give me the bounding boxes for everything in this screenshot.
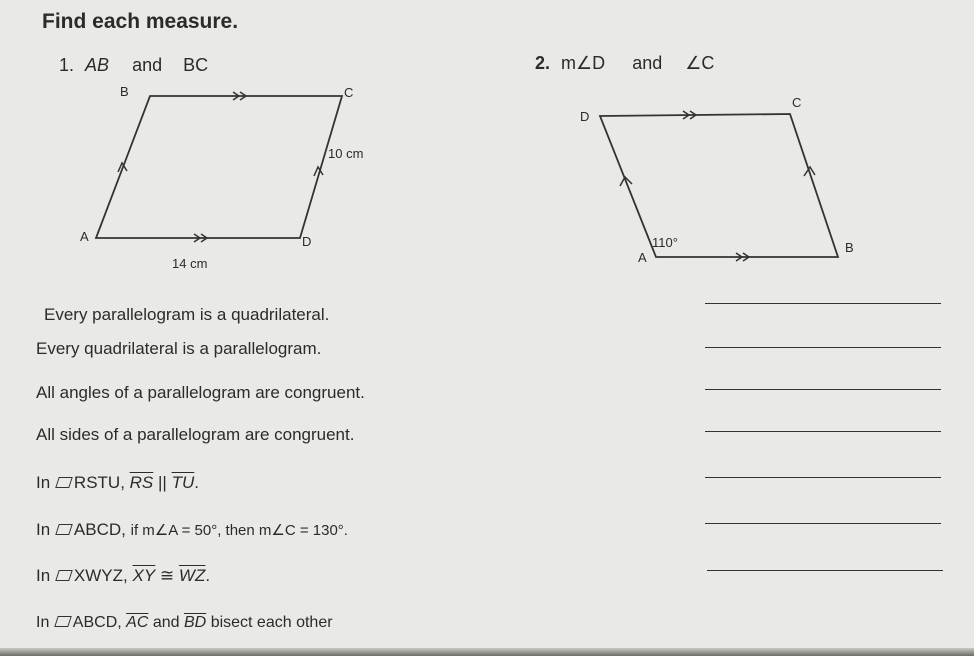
statement-7-seg2: $\overline{WZ}$ <box>178 566 206 585</box>
fig1-side-bottom: 14 cm <box>172 256 208 271</box>
problem-1-left: AB <box>85 55 110 75</box>
parallelogram-icon <box>55 524 73 535</box>
parallelogram-1 <box>96 96 342 238</box>
statement-8-seg1: $\overline{AC}$ <box>126 614 149 631</box>
statement-1: Every parallelogram is a quadrilateral. <box>44 305 330 324</box>
figures <box>0 0 974 300</box>
statement-8-rel: and <box>152 614 180 631</box>
statement-6-middle: if m∠A = 50°, then m∠C = 130°. <box>130 522 348 539</box>
problem-2-number: 2. <box>535 53 551 73</box>
page-edge-shadow <box>0 648 974 656</box>
statement-7-name: XWYZ, <box>73 566 128 585</box>
statement-2: Every quadrilateral is a parallelogram. <box>36 339 322 358</box>
problem-2-connector: and <box>632 53 663 73</box>
fig1-side-right: 10 cm <box>328 146 364 161</box>
statement-5-seg2: $\overline{TU}$ <box>171 473 195 492</box>
statement-6-name: ABCD, <box>73 520 126 539</box>
statement-7 <box>36 566 210 586</box>
statement-8-name: ABCD, <box>72 614 122 631</box>
statement-5-suffix: . <box>194 473 199 492</box>
fig1-vertex-d: D <box>302 234 312 249</box>
problem-2-right: ∠C <box>685 53 715 73</box>
answer-blank-2[interactable] <box>705 347 941 348</box>
fig1-vertex-a: A <box>80 229 89 244</box>
statement-8-suffix: bisect each other <box>210 614 333 631</box>
statement-7-rel: ≅ <box>159 566 175 585</box>
statement-8-seg2: $\overline{BD}$ <box>184 614 207 631</box>
problem-1-connector: and <box>132 55 163 75</box>
statement-8-prefix: In <box>36 614 50 631</box>
answer-blank-1[interactable] <box>705 303 941 304</box>
parallelogram-icon <box>55 570 73 581</box>
statement-3: All angles of a parallelogram are congruent. <box>36 383 365 402</box>
fig2-angle-label: 110° <box>652 235 678 250</box>
statement-5 <box>36 473 199 493</box>
fig2-vertex-c: C <box>792 95 802 110</box>
fig1-vertex-c: C <box>344 85 354 100</box>
problem-2-left: m∠D <box>561 53 606 73</box>
answer-blank-7[interactable] <box>707 570 943 571</box>
fig2-vertex-a: A <box>638 250 647 265</box>
statement-5-name: RSTU, <box>73 473 125 492</box>
fig2-vertex-d: D <box>580 109 590 124</box>
parallelogram-2 <box>600 114 838 257</box>
answer-blank-6[interactable] <box>705 523 941 524</box>
statement-7-seg1: $\overline{XY}$ <box>132 566 156 585</box>
statement-6 <box>36 520 348 540</box>
problem-1-number: 1. <box>59 55 75 75</box>
problem-1-right: BC <box>183 55 209 75</box>
statement-5-seg1: $\overline{RS}$ <box>129 473 154 492</box>
statement-7-prefix: In <box>36 566 51 585</box>
statement-7-suffix: . <box>205 566 211 585</box>
statement-4: All sides of a parallelogram are congruent. <box>36 425 355 444</box>
answer-blank-5[interactable] <box>705 477 941 478</box>
statement-5-rel: || <box>158 473 167 492</box>
statement-6-prefix: In <box>36 520 51 539</box>
page-title: Find each measure. <box>42 10 239 33</box>
parallelogram-icon <box>55 477 73 488</box>
answer-blank-4[interactable] <box>705 431 941 432</box>
fig2-vertex-b: B <box>845 240 854 255</box>
statement-5-prefix: In <box>36 473 51 492</box>
fig1-vertex-b: B <box>120 84 129 99</box>
statement-8 <box>36 614 333 632</box>
parallelogram-icon <box>54 616 72 627</box>
answer-blank-3[interactable] <box>705 389 941 390</box>
